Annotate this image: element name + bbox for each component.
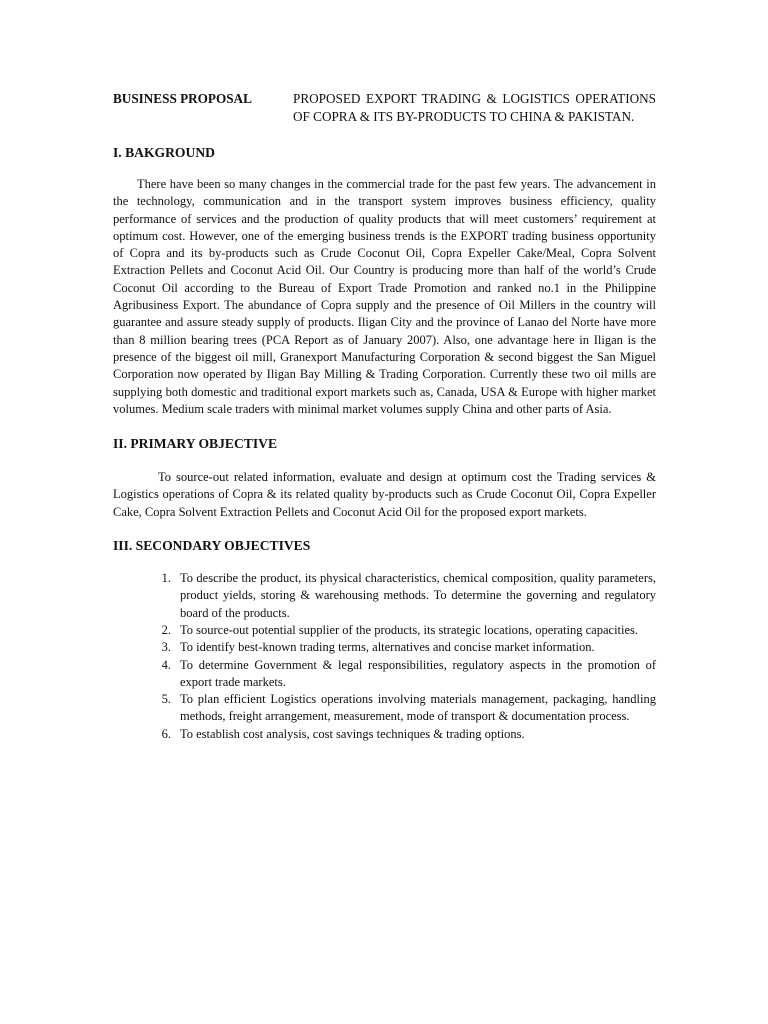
primary-objective-paragraph: To source-out related information, evaluate and design at optimum cost the Trading services & Logistics operations of Copra & its related quality by-products such as Crude Coconut Oil, Copra Expeller Cake, Copra Solvent Extraction Pellets and Coconut Acid Oil for the proposed export markets. [113,470,656,519]
list-item [113,622,656,639]
header-label: BUSINESS PROPOSAL [113,91,252,106]
list-item-number: 6. [161,726,171,741]
list-item-text: To source-out potential supplier of the products, its strategic locations, operating capacities. [180,622,639,637]
list-item-text: To identify best-known trading terms, alternatives and concise market information. [180,640,595,655]
list-item-text: To establish cost analysis, cost savings techniques & trading options. [180,726,525,741]
list-item [113,726,656,743]
list-item-text: To describe the product, its physical characteristics, chemical composition, quality parameters, product yields, storing & warehousing methods. To determine the governing and regulatory board of the products. [180,571,656,620]
list-item-number: 4. [161,657,171,672]
secondary-objectives-list [113,570,656,743]
list-item [113,691,656,726]
list-item-number: 5. [161,692,171,707]
section-heading-background: I. BAKGROUND [113,145,215,160]
document-header [113,90,656,125]
document-page [113,90,656,743]
list-item-text: To plan efficient Logistics operations involving materials management, packaging, handling methods, freight arrangement, measurement, mode of transport & documentation process. [180,692,656,724]
background-paragraph: There have been so many changes in the commercial trade for the past few years. The advancement in the technology, communication and in the transport system improves business efficiency, quality performance of services and the production of quality products that will meet customers’ requirement at optimum cost. However, one of the emerging business trends is the EXPORT trading business opportunity of Copra and its by-products such as Crude Coconut Oil, Copra Expeller Cake/Meal, Copra Solvent Extraction Pellets and Coconut Acid Oil. Our Country is producing more than half of the world’s Crude Coconut Oil according to the Bureau of Export Trade Promotion and ranked no.1 in the Philippine Agribusiness Export. The abundance of Copra supply and the presence of Oil Millers in the country will guarantee and assure steady supply of products. Iligan City and the province of Lanao del Norte have more than 8 million bearing trees (PCA Report as of January 2007). Also, one advantage here in Iligan is the presence of the biggest oil mill, Granexport Manufacturing Corporation & second biggest the San Miguel Corporation now operated by Iligan Bay Milling & Trading Corporation. Currently these two oil mills are supplying both domestic and traditional export markets such as, Canada, USA & Europe with higher market volumes. Medium scale traders with minimal market volumes supply China and other parts of Asia. [113,177,656,416]
list-item-number: 3. [161,640,171,655]
list-item-number: 1. [161,571,171,586]
list-item [113,570,656,622]
list-item [113,639,656,656]
header-title: PROPOSED EXPORT TRADING & LOGISTICS OPERATIONS OF COPRA & ITS BY-PRODUCTS TO CHINA & PAKISTAN. [293,91,656,124]
list-item-number: 2. [161,622,171,637]
section-heading-secondary-objectives: III. SECONDARY OBJECTIVES [113,538,311,554]
list-item [113,657,656,692]
list-item-text: To determine Government & legal responsibilities, regulatory aspects in the promotion of export trade markets. [180,657,656,689]
section-heading-primary-objective: II. PRIMARY OBJECTIVE [113,436,278,452]
